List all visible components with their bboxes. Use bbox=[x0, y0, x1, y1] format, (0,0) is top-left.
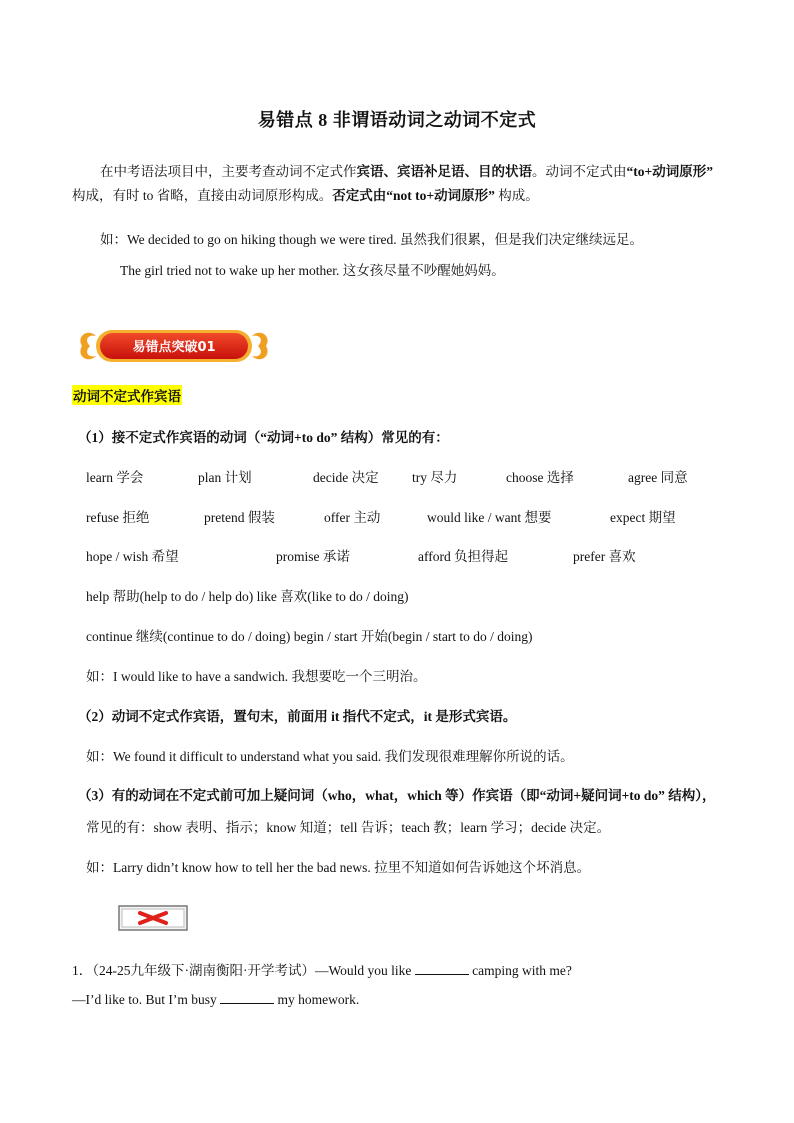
question-1-line-2 bbox=[72, 991, 359, 1008]
part3-common: 常见的有：show 表明、指示；know 知道；tell 告诉；teach 教；learn 学习；decide 决定。 bbox=[86, 820, 611, 835]
section-banner bbox=[74, 322, 274, 370]
intro-bold-negative-form: “not to+动词原形” bbox=[386, 188, 495, 203]
intro-bold-functions: 宾语、宾语补足语、目的状语 bbox=[356, 164, 532, 179]
verb-row-4: help 帮助(help to do / help do) like 喜欢(like to do / doing) bbox=[86, 589, 409, 604]
verb-item: learn 学会 bbox=[86, 470, 144, 485]
page-title: 易错点 8 非谓语动词之动词不定式 bbox=[257, 110, 537, 130]
banner-label: 易错点突破01 bbox=[132, 340, 216, 355]
part2-example: 如：We found it difficult to understand what you said. 我们发现很难理解你所说的话。 bbox=[86, 749, 574, 764]
mistake-icon bbox=[118, 905, 188, 931]
verb-item: offer 主动 bbox=[324, 510, 381, 525]
answer-blank[interactable] bbox=[415, 962, 469, 975]
question-number: 1． bbox=[72, 963, 93, 978]
verb-item: pretend 假装 bbox=[204, 510, 275, 525]
intro-text: 。动词不定式由 bbox=[532, 164, 627, 179]
part3-heading: （3）有的动词在不定式前可加上疑问词（who，what，which 等）作宾语（即“动词+疑问词+to do” 结构）， bbox=[78, 788, 716, 803]
intro-text: 在中考语法项目中，主要考查动词不定式作 bbox=[100, 164, 357, 179]
part1-example: 如：I would like to have a sandwich. 我想要吃一个三明治。 bbox=[86, 669, 427, 684]
intro-example-1: 如：We decided to go on hiking though we were tired. 虽然我们很累，但是我们决定继续远足。 bbox=[100, 232, 643, 247]
verb-item: refuse 拒绝 bbox=[86, 510, 150, 525]
verb-row-5: continue 继续(continue to do / doing) begin / start 开始(begin / start to do / doing) bbox=[86, 629, 533, 644]
intro-bold-form: “to+动词原形” bbox=[626, 164, 713, 179]
banner-ribbon-icon bbox=[74, 322, 274, 370]
verb-item: hope / wish 希望 bbox=[86, 549, 179, 564]
section-highlight: 动词不定式作宾语 bbox=[72, 385, 182, 405]
verb-item: agree 同意 bbox=[628, 470, 688, 485]
verb-item: try 尽力 bbox=[412, 470, 458, 485]
question-text: —I’d like to. But I’m busy bbox=[72, 992, 217, 1007]
question-text: camping with me? bbox=[472, 963, 572, 978]
answer-blank[interactable] bbox=[220, 991, 274, 1004]
intro-text: 构成。 bbox=[494, 188, 539, 203]
part1-heading: （1）接不定式作宾语的动词（“动词+to do” 结构）常见的有： bbox=[78, 430, 449, 445]
verb-item: plan 计划 bbox=[198, 470, 252, 485]
verb-item: would like / want 想要 bbox=[427, 510, 552, 525]
intro-bold-negative: 否定式由 bbox=[332, 188, 387, 203]
question-1-line-1 bbox=[72, 959, 572, 979]
question-text: my homework. bbox=[277, 992, 360, 1007]
intro-example-2: The girl tried not to wake up her mother. 这女孩尽量不吵醒她妈妈。 bbox=[120, 263, 505, 278]
intro-paragraph bbox=[72, 160, 732, 208]
part3-example: 如：Larry didn’t know how to tell her the bad news. 拉里不知道如何告诉她这个坏消息。 bbox=[86, 860, 591, 875]
verb-item: choose 选择 bbox=[506, 470, 574, 485]
verb-item: afford 负担得起 bbox=[418, 549, 509, 564]
verb-item: decide 决定 bbox=[313, 470, 379, 485]
verb-item: expect 期望 bbox=[610, 510, 676, 525]
part2-heading: （2）动词不定式作宾语，置句末，前面用 it 指代不定式，it 是形式宾语。 bbox=[78, 709, 517, 724]
question-text: —Would you like bbox=[315, 963, 412, 978]
verb-item: prefer 喜欢 bbox=[573, 549, 636, 564]
intro-text: 构成，有时 to 省略，直接由动词原形构成。 bbox=[72, 188, 333, 203]
verb-item: promise 承诺 bbox=[276, 549, 350, 564]
question-source: （24-25九年级下·湖南衡阳·开学考试） bbox=[92, 963, 315, 978]
